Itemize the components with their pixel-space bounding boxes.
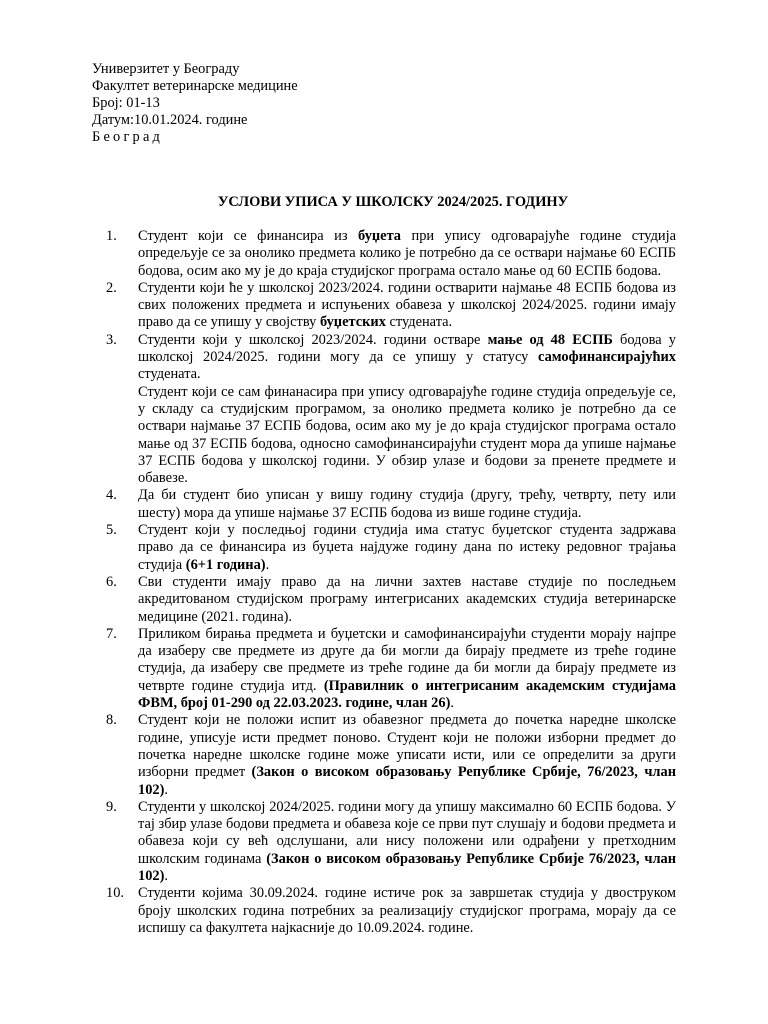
list-item — [106, 574, 676, 626]
item-text-continued: Студент који се сам финанасира при упису одговарајуће године студија опредељује се, у складу са студијским програмом, за онолико предмета колико је потребно да се оствари најмање 37 ЕСПБ бодова, осим ако му је до краја студијског програма остало мање од 37 ЕСПБ бодова, односно самофинансирајући студент мора да упише најмање 37 ЕСПБ бодова у школској години. У обзир улазе и бодови за пренете предмете и обавезе. — [138, 383, 676, 487]
item-number: 10. — [106, 885, 124, 902]
item-number: 8. — [106, 712, 117, 729]
item-text: Студенти који у школској 2023/2024. години остваре мање од 48 ЕСПБ бодова у школској 2024/2025. години могу да се упишу у статусу самофинансирајућих студената. — [138, 331, 677, 383]
list-item — [106, 280, 676, 332]
document-number: Број: 01-13 — [92, 95, 160, 111]
item-number: 7. — [106, 625, 117, 642]
document-date: Датум:10.01.2024. године — [92, 112, 248, 128]
item-text: Студенти којима 30.09.2024. године истиче рок за завршетак студија у двоструком броју школских година потребних за реализацију студијског програма, морају да се испишу са факултета најкасније до 10.09.2024. године. — [138, 885, 676, 936]
item-number: 2. — [106, 279, 117, 296]
item-number: 1. — [106, 228, 117, 244]
list-item — [106, 712, 676, 798]
item-number: 3. — [106, 331, 117, 348]
item-number: 5. — [106, 522, 117, 539]
list-item — [106, 228, 676, 280]
conditions-list — [106, 228, 676, 937]
city-name: Београд — [92, 129, 164, 145]
document-header — [92, 61, 298, 146]
item-text: Сви студенти имају право да на лични захтев наставе студије по последњем акредитованом студијском програму интегрисаних академских студија ветеринарске медицине (2021. година). — [138, 573, 676, 625]
item-text: Да би студент био уписан у вишу годину студија (другу, трећу, четврту, пету или шесту) мора да упише најмање 37 ЕСПБ бодова из више године студија. — [138, 487, 676, 521]
faculty-name: Факултет ветеринарске медицине — [92, 78, 298, 94]
item-text: Приликом бирања предмета и буџетски и самофинансирајући студенти морају најпре да изаберу све предмете из друге да би могли да бирају предмете из треће године студија, да изаберу све предмете из треће године да би могли да бирају предмете из четврте године студија итд. (Правилник о интегрисаним академским студијама ФВМ, број 01-290 од 22.03.2023. године, члан 26). — [138, 625, 677, 712]
item-number: 6. — [106, 573, 117, 590]
list-item — [106, 522, 676, 574]
item-text: Студенти који ће у школској 2023/2024. години остварити најмање 48 ЕСПБ бодова из свих положених предмета и испуњених обавеза у школској 2024/2025. години имају право да се упишу у својству буџетских студената. — [138, 279, 676, 331]
list-item — [106, 626, 676, 712]
list-item — [106, 332, 676, 488]
document-title: УСЛОВИ УПИСА У ШКОЛСКУ 2024/2025. ГОДИНУ — [217, 194, 569, 210]
item-number: 4. — [106, 487, 117, 504]
list-item — [106, 885, 676, 937]
item-text: Студент који се финансира из буџета при упису одговарајуће године студија опредељује се за онолико предмета колико је потребно да се оствари најмање 60 ЕСПБ бодова, осим ако му је до краја студијског програма остало мање од 60 ЕСПБ бодова. — [138, 228, 676, 279]
university-name: Универзитет у Београду — [92, 61, 240, 77]
item-text: Студент који не положи испит из обавезног предмета до почетка наредне школске године, уписује исти предмет поново. Студент који не положи изборни предмет до почетка наредне школске године може уписати исти, или се определити за други изборни предмет (Закон о високом образовању Републике Србије, 76/2023, члан 102). — [138, 712, 676, 798]
item-number: 9. — [106, 798, 117, 815]
item-text: Студенти у школској 2024/2025. години могу да упишу максимално 60 ЕСПБ бодова. У тај збир улазе бодови предмета и обавеза које се први пут слушају и бодови предмета и обавеза који су већ одслушани, али нису положени или одрађени у претходним школским годинама (Закон о високом образовању Републике Србије 76/2023, члан 102). — [138, 798, 676, 884]
list-item — [106, 799, 676, 885]
list-item — [106, 487, 676, 522]
item-text: Студент који у последњој години студија има статус буџетског студента задржава право да се финансира из буџета најдуже годину дана по истеку редовног трајања студија (6+1 година). — [138, 522, 676, 573]
